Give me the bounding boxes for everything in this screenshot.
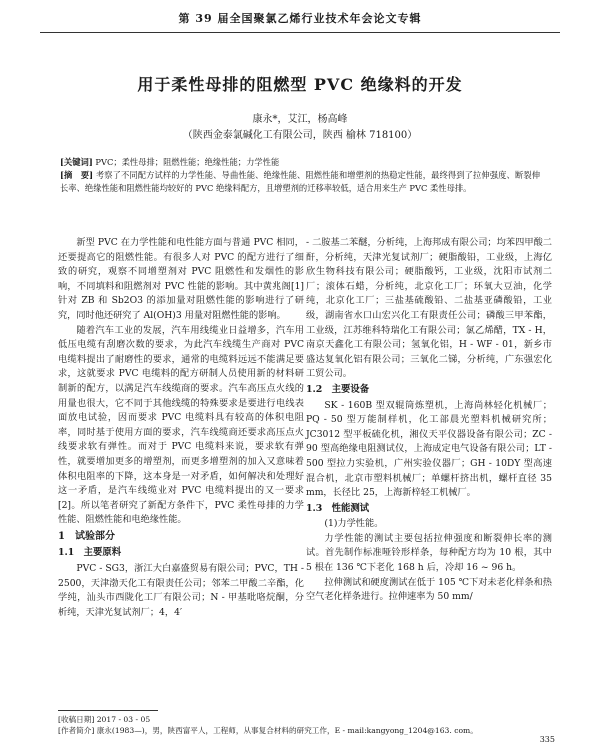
received-date: [收稿日期] 2017 - 03 - 05	[58, 715, 151, 724]
mechanical-subheading: (1)力学性能。	[324, 518, 384, 530]
section-1-heading: 1 试验部分	[58, 530, 115, 542]
running-title: 第 39 届全国聚氯乙烯行业技术年会论文专辑	[178, 12, 422, 25]
mechanical-paragraph-2: 拉伸测试和硬度测试在低于 105 ℃下对未老化样条和热空气老化样条进行。拉伸速率为 50 mm/	[306, 576, 552, 603]
author-bio: [作者简介] 康永(1983—)，男，陕西富平人，工程师，从事复合材料的研究工作，E - mail:kangyong_1204@163. com。	[58, 726, 478, 735]
footnote-divider	[58, 710, 158, 711]
intro-paragraph-2: 随着汽车工业的发展，汽车用线缆业日益增多，汽车用低压电缆有刮磨次数的要求，为此汽车线缆生产商对 PVC 电缆料提出了耐磨性的要求，通常的电缆料远远不能满足要求，这就要求 PVC 电缆料的配方研制人员使用新的材料研制新的配方，以满足汽车线缆商的要求。汽车高压点火线的用量也很大，它不同于其他线缆的特殊要求是要进行电线表面放电试验，因而要求 PVC 电缆料具有较高的体积电阻率，同时基于使用方面的要求，汽车线缆商还要求高压点火线要求软有弹性。而对于 PVC 电缆料来说，要求软有弹性，就要增加更多的增塑剂，而更多增塑剂的加入又意味着体积电阻率的下降，这本身是一对矛盾，如何解决和处理好这一矛盾，是汽车线缆业对 PVC 电缆料提出的又一要求[2]。所以笔者研究了新配方条件下，PVC 柔性母排的力学性能、阻燃性能和电绝缘性能。	[58, 324, 304, 526]
section-1-1-heading: 1.1 主要原料	[58, 547, 122, 559]
left-column	[58, 236, 304, 620]
mechanical-paragraph-1: 力学性能的测试主要包括拉伸强度和断裂伸长率的测试。首先制作标准哑铃形样条，每种配方均为 10 根，其中 5 根在 136 ℃下老化 168 h 后，冷却 16 ~ 96 h。	[306, 532, 552, 574]
section-1-2-heading: 1.2 主要设备	[306, 383, 370, 395]
paper-title: 用于柔性母排的阻燃型 PVC 绝缘料的开发	[137, 75, 463, 94]
section-1-3-heading: 1.3 性能测试	[306, 502, 370, 514]
running-header	[40, 10, 560, 33]
abstract-block	[60, 156, 540, 195]
footnotes	[58, 714, 560, 736]
page-number: 335	[539, 735, 555, 744]
summary-label: [摘 要]	[60, 170, 94, 180]
materials-paragraph: PVC - SG3，浙江大白嘉盛贸易有限公司；PVC，TH - 2500，天津渤天化工有限责任公司；邻苯二甲酸二辛酯，化学纯，汕头市西陇化工厂有限公司；N - 甲基吡咯烷酮，分析纯，天津光复试剂厂；4，4′	[58, 563, 304, 618]
paper-affiliation: （陕西金泰氯碱化工有限公司，陕西 榆林 718100）	[182, 130, 418, 141]
summary-text: 考察了不同配方试样的力学性能、导曲性能、绝缘性能、阻燃性能和增塑剂的热稳定性能，最终得到了拉伸强度、断裂伸长率、绝缘性能和阻燃性能均较好的 PVC 绝缘料配方，且增塑剂的迁移率较低，适合用来生产 PVC 柔性母排。	[60, 170, 541, 193]
right-column	[306, 236, 552, 605]
paper-authors: 康永*，艾江，杨高峰	[252, 114, 348, 125]
keywords-text: PVC；柔性母排；阻燃性能；绝缘性能；力学性能	[95, 157, 280, 167]
materials-continued: - 二胺基二苯醚，分析纯，上海邦成有限公司；均苯四甲酸二酐，分析纯，天津光复试剂厂；硬脂酸铅，工业级，上海亿欣生物科技有限公司；硬脂酸钙，工业级，沈阳市试剂二厂；滚体石蜡，分析纯，北京化工厂；环氧大豆油，化学纯，北京化工厂；三盐基硫酸铅、二盐基亚磷酸铅，工业级，湖南省水口山宏兴化工有限责任公司；磷酸三甲苯酯，工业级，江苏维科特瑞化工有限公司；氯乙烯醋，TX - H，南京天鑫化工有限公司；氢氧化铝，H - WF - 01，新乡市盛达复氧化铝有限公司；三氧化二锑，分析纯，广东强宏化工贸公司。	[306, 237, 552, 380]
keywords-line	[60, 156, 540, 169]
keywords-label: [关键词]	[60, 157, 93, 167]
summary-line	[60, 169, 540, 195]
equipment-paragraph: SK - 160B 型双辊筒炼塑机，上海尚林轻化机械厂；PQ - 50 型万能制样机，化工部晨光塑料机械研究所；JC3012 型平板硫化机，湘仪天平仪器设备有限公司；ZC - 90 型高绝缘电阻测试仪，上海成定电气设备有限公司；LT - 500 型拉力实验机，广州实验仪器厂；GH - 10DY 型高速混合机，北京市塑料机械厂；单螺杆挤出机，螺杆直径 35 mm，长径比 25，上海新梓轻工机械厂。	[306, 399, 552, 499]
intro-paragraph-1: 新型 PVC 在力学性能和电性能方面与普通 PVC 相同，还要提高它的阻燃性能。有很多人对 PVC 的配方进行了细致的研究，观察不同增塑剂对 PVC 阻燃性和发烟性的影响，不同填料和阻燃剂对 PVC 性能的影响。其中黄兆阁[1]针对 ZB 和 Sb2O3 的添加量对阻燃性能的影响进行了研究，同时他还研究了 Al(OH)3 用量对阻燃性能的影响。	[58, 237, 304, 321]
